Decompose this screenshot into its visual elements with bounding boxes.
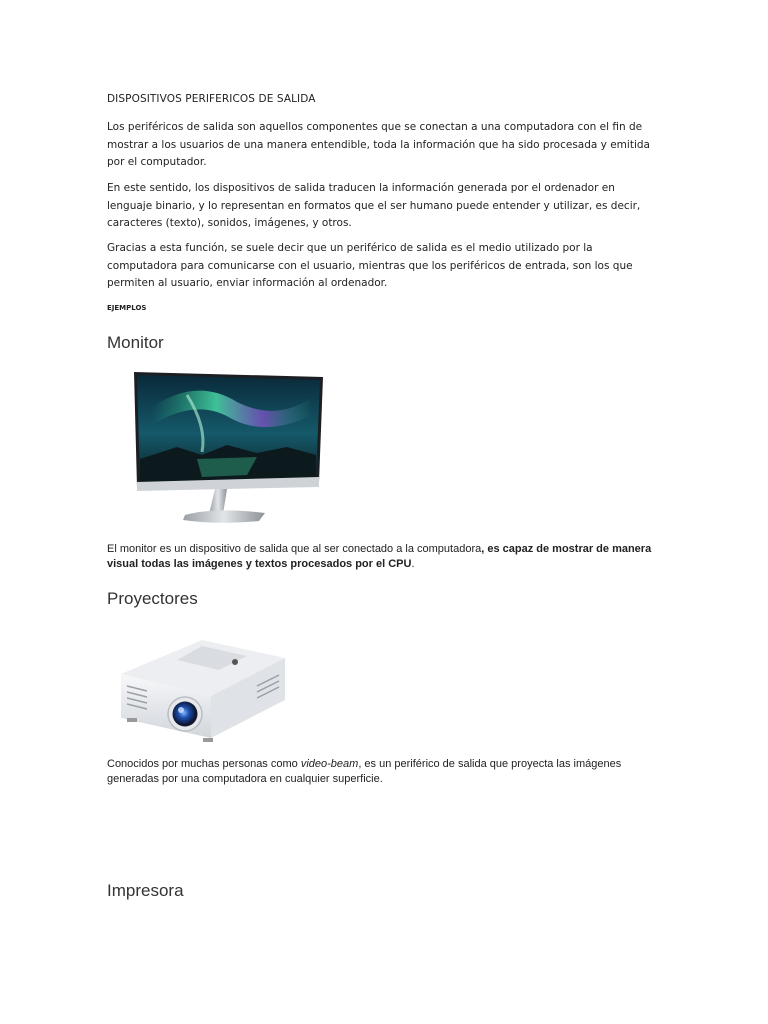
monitor-desc-plain: El monitor es un dispositivo de salida que al ser conectado a la computadora bbox=[107, 543, 482, 555]
monitor-desc-end: . bbox=[411, 557, 415, 570]
monitor-icon bbox=[107, 367, 327, 527]
document-title: DISPOSITIVOS PERIFERICOS DE SALIDA bbox=[107, 93, 316, 105]
projector-desc-italic: video-beam bbox=[300, 758, 359, 770]
projector-desc-end: , es un periférico de salida que proyecta las imágenes generadas por una computadora en cualquier superficie. bbox=[107, 758, 622, 785]
projector-photo bbox=[107, 626, 289, 748]
monitor-photo bbox=[107, 367, 327, 527]
paragraph-translation: En este sentido, los dispositivos de salida traducen la información generada por el ordenador en lenguaje binario, y lo representan en formatos que el ser humano puede entender y utilizar, es decir, caracteres (texto), sonidos, imágenes, y otros. bbox=[107, 182, 641, 229]
examples-label: EJEMPLOS bbox=[107, 304, 147, 312]
monitor-desc-bold: , es capaz de mostrar de manera visual todas las imágenes y textos procesados por el CPU bbox=[107, 543, 652, 570]
paragraph-intro: Los periféricos de salida son aquellos componentes que se conectan a una computadora con el fin de mostrar a los usuarios de una manera entendible, toda la información que ha sido procesada y emitida por el computador. bbox=[107, 121, 650, 168]
projector-icon bbox=[107, 626, 289, 748]
projector-heading: Proyectores bbox=[107, 589, 198, 608]
projector-desc-start: Conocidos por muchas personas como bbox=[107, 758, 301, 770]
printer-heading: Impresora bbox=[107, 881, 184, 900]
projector-description bbox=[107, 757, 667, 786]
paragraph-communication: Gracias a esta función, se suele decir que un periférico de salida es el medio utilizado por la computadora para comunicarse con el usuario, mientras que los periféricos de entrada, son los que permiten al usuario, enviar información al ordenador. bbox=[107, 242, 633, 289]
monitor-description bbox=[107, 542, 667, 571]
monitor-heading: Monitor bbox=[107, 333, 164, 352]
